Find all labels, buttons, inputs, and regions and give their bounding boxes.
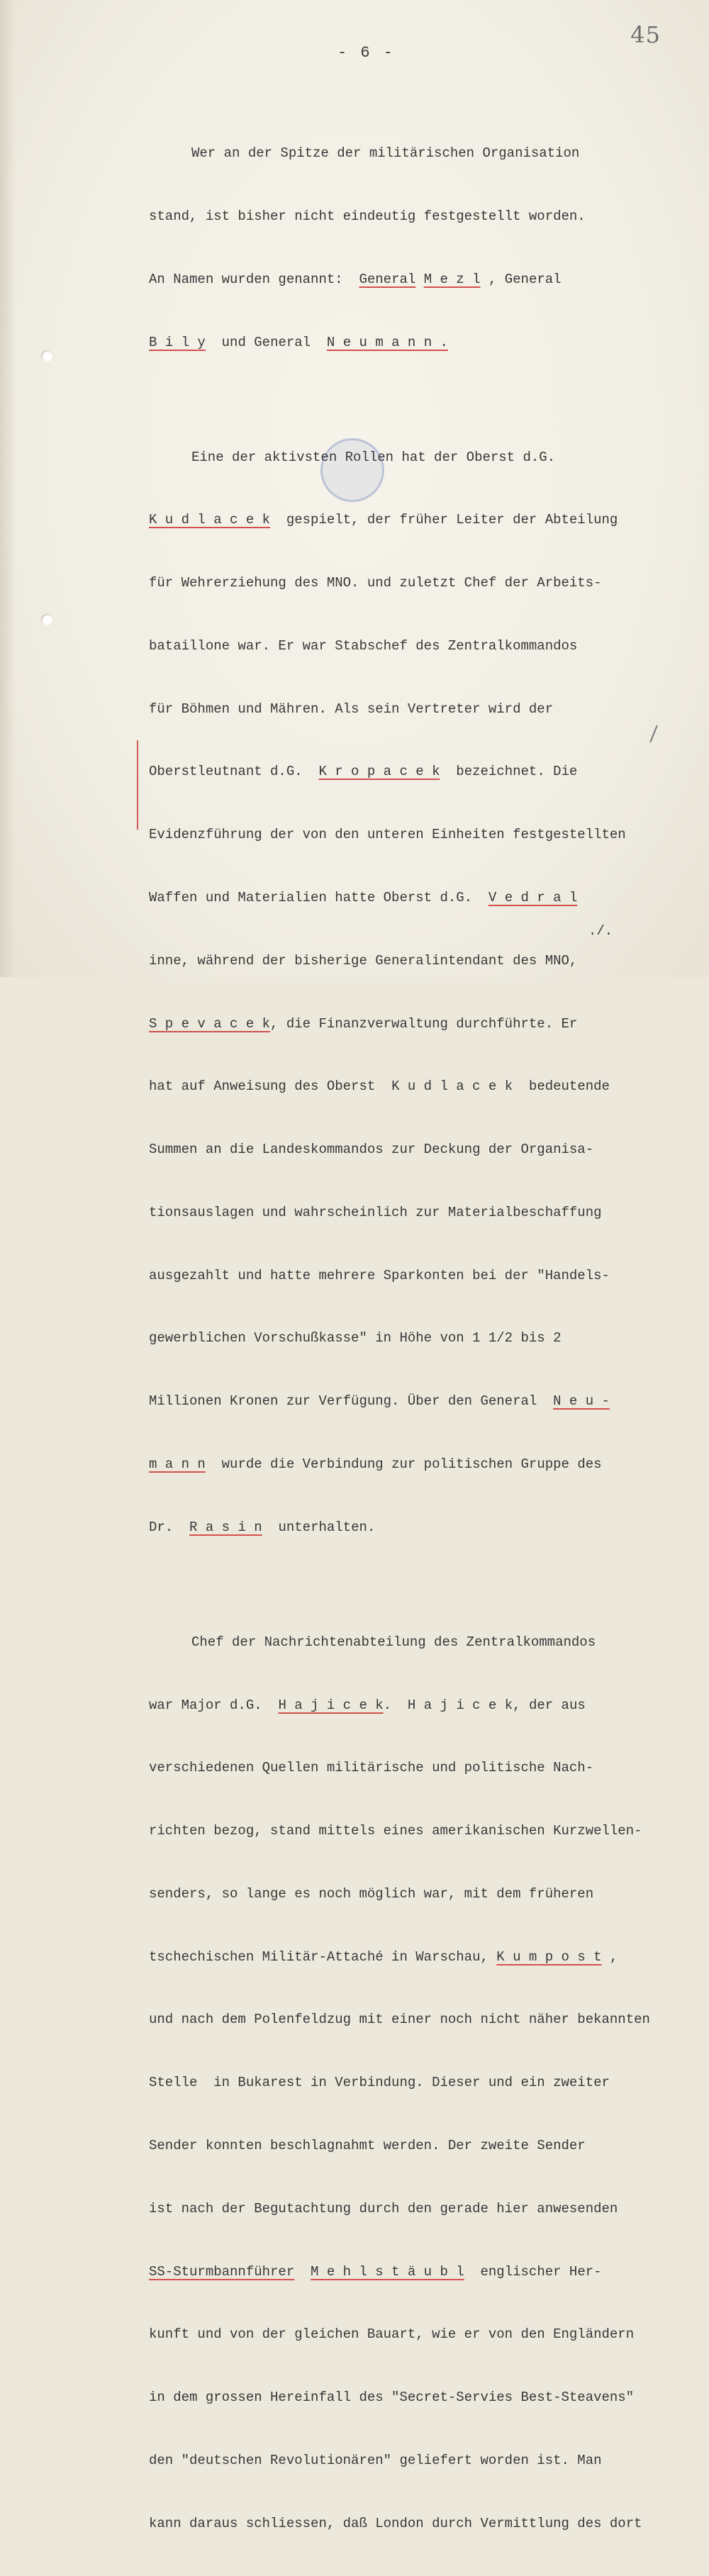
name-general: General bbox=[359, 271, 416, 287]
text-line: verschiedenen Quellen militärische und politische Nach- bbox=[149, 1760, 594, 1776]
text-line: für Böhmen und Mähren. Als sein Vertreter wird der bbox=[149, 701, 554, 717]
name-rasin: R a s i n bbox=[189, 1519, 262, 1535]
text-line: SS-Sturmbannführer M e h l s t ä u b l englischer Her- bbox=[149, 2263, 602, 2280]
body-text bbox=[149, 101, 681, 2576]
text-line: tschechischen Militär-Attaché in Warschau, K u m p o s t , bbox=[149, 1948, 618, 1965]
name-neumann-part2: m a n n bbox=[149, 1456, 206, 1472]
page-edge-shadow bbox=[0, 0, 16, 977]
text-line: hat auf Anweisung des Oberst K u d l a c e k bedeutende bbox=[149, 1078, 610, 1095]
text-line: kunft und von der gleichen Bauart, wie er von den Engländern bbox=[149, 2326, 635, 2343]
text-line: Summen an die Landeskommandos zur Deckung der Organisa- bbox=[149, 1142, 594, 1158]
name-neumann: N e u m a n n . bbox=[326, 334, 448, 350]
text-line: An Namen wurden genannt: General M e z l , General bbox=[149, 271, 562, 287]
name-vedral: V e d r a l bbox=[488, 889, 578, 905]
text-line: Waffen und Materialien hatte Oberst d.G. V e d r a l bbox=[149, 889, 578, 905]
text-line: Millionen Kronen zur Verfügung. Über den General N e u - bbox=[149, 1393, 610, 1410]
text-line: Eine der aktivsten Rollen hat der Oberst d.G. bbox=[191, 449, 556, 465]
text-line: inne, während der bisherige Generalintendant des MNO, bbox=[149, 952, 578, 969]
text-line: Oberstleutnant d.G. K r o p a c e k bezeichnet. Die bbox=[149, 764, 578, 780]
text-line: richten bezog, stand mittels eines amerikanischen Kurzwellen- bbox=[149, 1823, 642, 1839]
name-mehlstaeubl: M e h l s t ä u b l bbox=[311, 2263, 464, 2280]
text-line: kann daraus schliessen, daß London durch Vermittlung des dort bbox=[149, 2515, 642, 2531]
text-line: ausgezahlt und hatte mehrere Sparkonten bei der "Handels- bbox=[149, 1267, 610, 1283]
name-spevacek: S p e v a c e k bbox=[149, 1015, 271, 1032]
punch-hole-top bbox=[41, 350, 52, 362]
name-kumpost: K u m p o s t bbox=[496, 1948, 602, 1965]
name-hajicek: H a j i c e k bbox=[278, 1697, 384, 1713]
text-line: Sender konnten beschlagnahmt werden. Der zweite Sender bbox=[149, 2138, 586, 2153]
rank-sturmbannfuehrer: SS-Sturmbannführer bbox=[149, 2263, 295, 2280]
text-line: gewerblichen Vorschußkasse" in Höhe von 1 1/2 bis 2 bbox=[149, 1330, 562, 1346]
text-line: bataillone war. Er war Stabschef des Zentralkommandos bbox=[149, 637, 578, 654]
text-line: Wer an der Spitze der militärischen Organisation bbox=[191, 145, 580, 162]
text-line: für Wehrerziehung des MNO. und zuletzt Chef der Arbeits- bbox=[149, 575, 602, 591]
text-line: in dem grossen Hereinfall des "Secret-Servies Best-Steavens" bbox=[149, 2390, 635, 2406]
name-mezl: M e z l bbox=[423, 271, 481, 287]
text-line: Stelle in Bukarest in Verbindung. Dieser und ein zweiter bbox=[149, 2075, 610, 2091]
text-line: Chef der Nachrichtenabteilung des Zentralkommandos bbox=[191, 1634, 596, 1650]
text-line: K u d l a c e k gespielt, der früher Leiter der Abteilung bbox=[149, 512, 618, 528]
name-neumann-part1: N e u - bbox=[553, 1393, 610, 1410]
text-line: den "deutschen Revolutionären" geliefert worden ist. Man bbox=[149, 2452, 602, 2468]
text-line: und nach dem Polenfeldzug mit einer noch nicht näher bekannten bbox=[149, 2012, 650, 2028]
text-line: ist nach der Begutachtung durch den gerade hier anwesenden bbox=[149, 2200, 618, 2217]
text-line: B i l y und General N e u m a n n . bbox=[149, 334, 448, 350]
folio-number: 45 bbox=[630, 21, 661, 48]
text-line: senders, so lange es noch möglich war, mit dem früheren bbox=[149, 1885, 594, 1902]
text-line: tionsauslagen und wahrscheinlich zur Materialbeschaffung bbox=[149, 1204, 602, 1220]
continuation-mark: ./. bbox=[588, 923, 613, 939]
punch-hole-bottom bbox=[41, 614, 52, 625]
text-line: S p e v a c e k, die Finanzverwaltung durchführte. Er bbox=[149, 1015, 578, 1032]
name-bily: B i l y bbox=[149, 334, 206, 350]
text-line: m a n n wurde die Verbindung zur politischen Gruppe des bbox=[149, 1456, 602, 1472]
name-kudlacek: K u d l a c e k bbox=[149, 512, 271, 528]
page-number: - 6 - bbox=[337, 44, 396, 62]
red-margin-line bbox=[137, 740, 138, 830]
text-line: stand, ist bisher nicht eindeutig festgestellt worden. bbox=[149, 208, 586, 224]
text-line: Evidenzführung der von den unteren Einheiten festgestellten bbox=[149, 827, 626, 843]
name-kropacek: K r o p a c e k bbox=[318, 764, 440, 780]
text-line: war Major d.G. H a j i c e k. H a j i c e k, der aus bbox=[149, 1697, 586, 1713]
text-line: Dr. R a s i n unterhalten. bbox=[149, 1519, 376, 1535]
